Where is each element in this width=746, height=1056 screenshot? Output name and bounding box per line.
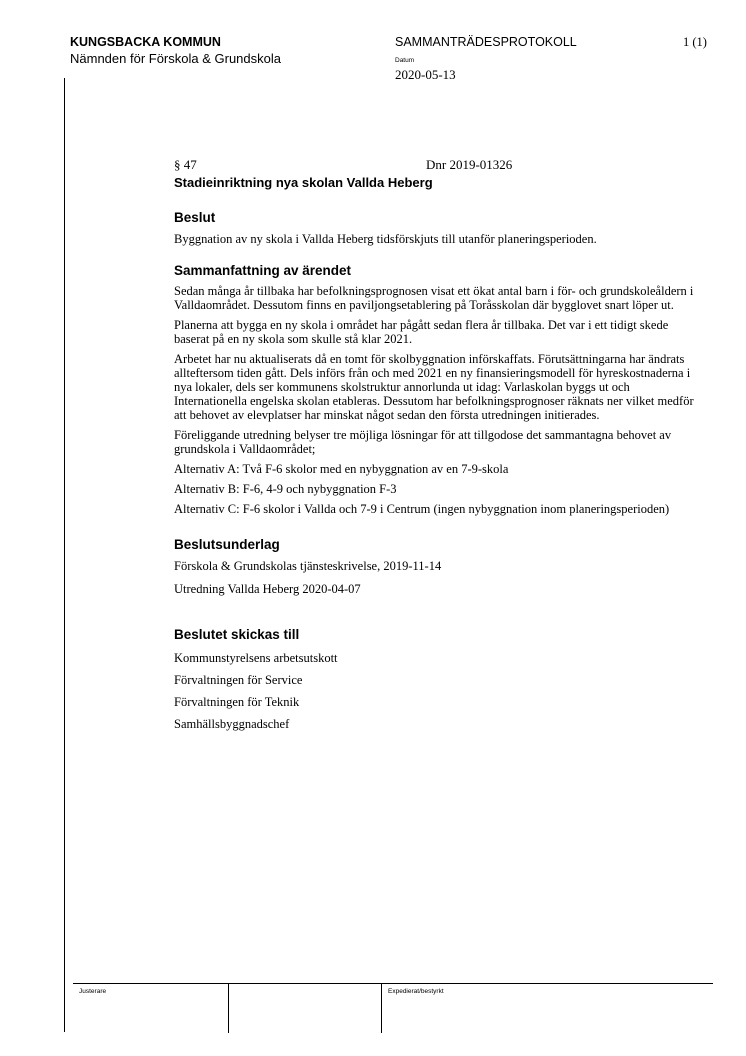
- distribution-item: Kommunstyrelsens arbetsutskott: [174, 651, 338, 665]
- summary-paragraph: Planerna att bygga en ny skola i området har pågått sedan flera år tillbaka. Det var i ett tidigt skede baserat på en ny skola som skulle stå klar 2021.: [174, 318, 669, 346]
- adjuster-signature-cell: [228, 984, 381, 1033]
- organization-name: KUNGSBACKA KOMMUN: [70, 35, 221, 49]
- summary-heading: Sammanfattning av ärendet: [174, 263, 352, 278]
- distribution-item: Förvaltningen för Service: [174, 673, 303, 687]
- date-label: Datum: [395, 57, 415, 64]
- margin-rule: [64, 78, 65, 1032]
- adjuster-cell: [73, 984, 228, 1033]
- alternative-c: Alternativ C: F-6 skolor i Vallda och 7-9 i Centrum (ingen nybyggnation inom planeringsperioden): [174, 502, 670, 516]
- signature-table: [73, 983, 713, 1033]
- dispatched-cell: [381, 984, 713, 1033]
- distribution-item: Förvaltningen för Teknik: [174, 695, 300, 709]
- basis-item: Utredning Vallda Heberg 2020-04-07: [174, 582, 361, 596]
- item-title: Stadieinriktning nya skolan Vallda Heberg: [174, 175, 433, 190]
- summary-paragraph: Arbetet har nu aktualiserats då en tomt för skolbyggnation införskaffats. Förutsättningarna har ändrats allteftersom tiden gått. Dels införs från och med 2021 en ny finansieringsmodell för hyreskostnaderna i nya lokaler, dels ser kommunens skolstruktur annorlunda ut idag: Varlaskolan byggs ut och Internationella engelska skolan etableras. Dessutom har befolkningsprognoser räknats ner vilket medför att behovet av elevplatser har minskat något sedan den första utredningen initierades.: [174, 352, 694, 422]
- alternative-b: Alternativ B: F-6, 4-9 och nybyggnation F-3: [174, 482, 397, 496]
- distribution-heading: Beslutet skickas till: [174, 627, 300, 642]
- summary-paragraph: Föreliggande utredning belyser tre möjliga lösningar för att tillgodose det sammantagna behovet av grundskola i Valldaområdet;: [174, 428, 672, 456]
- decision-text: Byggnation av ny skola i Vallda Heberg tidsförskjuts till utanför planeringsperioden.: [174, 232, 597, 246]
- alternative-a: Alternativ A: Två F-6 skolor med en nybyggnation av en 7-9-skola: [174, 462, 509, 476]
- dispatched-label: Expedierat/bestyrkt: [388, 988, 444, 995]
- committee-name: Nämnden för Förskola & Grundskola: [70, 51, 281, 66]
- distribution-item: Samhällsbyggnadschef: [174, 717, 290, 731]
- adjuster-label: Justerare: [79, 988, 107, 995]
- section-number: § 47: [174, 157, 197, 172]
- summary-paragraph: Sedan många år tillbaka har befolkningsprognosen visat ett ökat antal barn i för- och grundskoleåldern i Valldaområdet. Dessutom finns en paviljongsetablering på Toråsskolan där bygglovet snart löper ut.: [174, 284, 694, 312]
- document-type: SAMMANTRÄDESPROTOKOLL: [395, 35, 577, 49]
- meeting-date: 2020-05-13: [395, 67, 456, 82]
- item-reference: [174, 157, 694, 172]
- protocol-item: [174, 157, 694, 731]
- page-number: 1 (1): [683, 35, 707, 49]
- registration-number: Dnr 2019-01326: [426, 157, 513, 172]
- basis-heading: Beslutsunderlag: [174, 537, 280, 552]
- decision-heading: Beslut: [174, 210, 216, 225]
- basis-item: Förskola & Grundskolas tjänsteskrivelse, 2019-11-14: [174, 559, 442, 573]
